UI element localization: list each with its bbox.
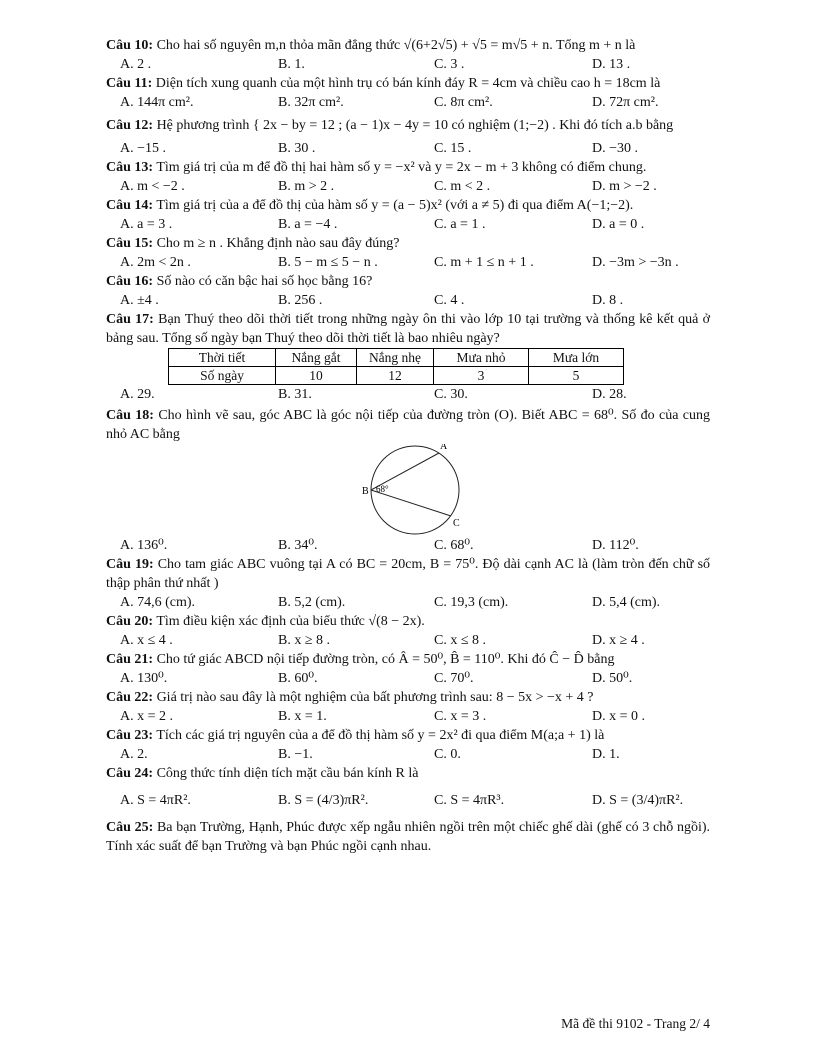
answers-16 bbox=[106, 291, 710, 310]
answer-d: D. 8 . bbox=[592, 293, 624, 308]
answers-15 bbox=[106, 253, 710, 272]
question-number: Câu 16: bbox=[106, 274, 154, 289]
answer-c: C. m + 1 ≤ n + 1 . bbox=[434, 255, 534, 270]
answer-c: C. S = 4πR³. bbox=[434, 793, 505, 808]
answers-19 bbox=[106, 593, 710, 612]
question-number: Câu 25: bbox=[106, 820, 154, 835]
answer-a: A. −15 . bbox=[120, 141, 167, 156]
answer-a: A. ±4 . bbox=[120, 293, 159, 308]
answer-a: A. x ≤ 4 . bbox=[120, 633, 173, 648]
answer-c: C. 0. bbox=[434, 747, 461, 762]
answer-b: B. x ≥ 8 . bbox=[278, 633, 331, 648]
table-row bbox=[169, 367, 624, 385]
table-header-row bbox=[169, 349, 624, 367]
answer-a: A. S = 4πR². bbox=[120, 793, 191, 808]
question-text: Cho tứ giác ABCD nội tiếp đường tròn, có Â = 50⁰, B̂ = 110⁰. Khi đó Ĉ − D̂ bằng bbox=[156, 652, 615, 667]
answers-22 bbox=[106, 707, 710, 726]
question-15 bbox=[106, 234, 710, 253]
question-17 bbox=[106, 310, 710, 348]
answer-b: B. 34⁰. bbox=[278, 538, 318, 553]
question-text: Diện tích xung quanh của một hình trụ có bán kính đáy R = 4cm và chiều cao h = 18cm là bbox=[155, 76, 661, 91]
answer-a: A. 74,6 (cm). bbox=[120, 595, 196, 610]
answers-10 bbox=[106, 55, 710, 74]
question-14 bbox=[106, 196, 710, 215]
answer-d: D. 5,4 (cm). bbox=[592, 595, 661, 610]
question-text: Ba bạn Trường, Hạnh, Phúc được xếp ngẫu nhiên ngồi trên một chiếc ghế dài (ghế có 3 chỗ ngồi). Tính xác suất để bạn Trường và bạn Phúc ngồi cạnh nhau. bbox=[106, 820, 710, 854]
answer-d: D. 13 . bbox=[592, 57, 631, 72]
answer-d: D. 28. bbox=[592, 387, 627, 402]
answer-c: C. 3 . bbox=[434, 57, 465, 72]
answer-a: A. 2m < 2n . bbox=[120, 255, 191, 270]
question-number: Câu 10: bbox=[106, 38, 154, 53]
answer-d: D. S = (3/4)πR². bbox=[592, 793, 684, 808]
answer-a: A. 130⁰. bbox=[120, 671, 168, 686]
answer-d: D. m > −2 . bbox=[592, 179, 657, 194]
answer-d: D. 112⁰. bbox=[592, 538, 639, 553]
question-number: Câu 18: bbox=[106, 408, 154, 423]
answer-c: C. 8π cm². bbox=[434, 95, 493, 110]
answers-17 bbox=[106, 385, 710, 404]
answer-b: B. −1. bbox=[278, 747, 313, 762]
answer-c: C. m < 2 . bbox=[434, 179, 491, 194]
question-text: Tìm điều kiện xác định của biểu thức √(8 − 2x). bbox=[156, 614, 425, 629]
table-cell: Nắng nhẹ bbox=[357, 349, 434, 367]
question-18 bbox=[106, 406, 710, 444]
answer-a: A. 2. bbox=[120, 747, 148, 762]
answer-d: D. 1. bbox=[592, 747, 620, 762]
table-cell: Thời tiết bbox=[169, 349, 276, 367]
answer-d: D. a = 0 . bbox=[592, 217, 645, 232]
exam-page bbox=[106, 36, 710, 856]
answer-b: B. x = 1. bbox=[278, 709, 327, 724]
question-25 bbox=[106, 818, 710, 856]
question-text: Giá trị nào sau đây là một nghiệm của bất phương trình sau: 8 − 5x > −x + 4 ? bbox=[156, 690, 594, 705]
label-a: A bbox=[440, 444, 448, 452]
question-text: Bạn Thuý theo dõi thời tiết trong những ngày ôn thi vào lớp 10 tại trường và thống kê kết quả ở bảng sau. Tổng số ngày bạn Thuý theo dõi thời tiết là bao nhiêu ngày? bbox=[106, 312, 711, 346]
answer-c: C. x = 3 . bbox=[434, 709, 487, 724]
question-number: Câu 24: bbox=[106, 766, 154, 781]
answer-d: D. 50⁰. bbox=[592, 671, 633, 686]
answer-d: D. x ≥ 4 . bbox=[592, 633, 645, 648]
answer-b: B. 256 . bbox=[278, 293, 323, 308]
answer-a: A. 2 . bbox=[120, 57, 152, 72]
answer-d: D. 72π cm². bbox=[592, 95, 659, 110]
answer-b: B. 32π cm². bbox=[278, 95, 344, 110]
answer-a: A. 144π cm². bbox=[120, 95, 194, 110]
answer-a: A. a = 3 . bbox=[120, 217, 173, 232]
answer-d: D. −3m > −3n . bbox=[592, 255, 679, 270]
answer-d: D. x = 0 . bbox=[592, 709, 646, 724]
question-text: Tìm giá trị của a để đồ thị của hàm số y = (a − 5)x² (với a ≠ 5) đi qua điểm A(−1;−2). bbox=[156, 198, 634, 213]
table-cell: 10 bbox=[276, 367, 357, 385]
table-cell: Mưa nhỏ bbox=[434, 349, 529, 367]
question-number: Câu 23: bbox=[106, 728, 154, 743]
question-number: Câu 13: bbox=[106, 160, 154, 175]
question-number: Câu 20: bbox=[106, 614, 154, 629]
angle-label: 68° bbox=[376, 484, 389, 494]
question-number: Câu 12: bbox=[106, 118, 154, 133]
answer-b: B. 1. bbox=[278, 57, 305, 72]
question-number: Câu 15: bbox=[106, 236, 154, 251]
question-text: Cho m ≥ n . Khẳng định nào sau đây đúng? bbox=[156, 236, 400, 251]
table-cell: 3 bbox=[434, 367, 529, 385]
label-c: C bbox=[453, 518, 460, 529]
question-13 bbox=[106, 158, 710, 177]
answer-a: A. x = 2 . bbox=[120, 709, 174, 724]
answer-b: B. 31. bbox=[278, 387, 312, 402]
question-text: Công thức tính diện tích mặt cầu bán kính R là bbox=[156, 766, 419, 781]
question-12 bbox=[106, 116, 710, 135]
answers-21 bbox=[106, 669, 710, 688]
weather-table bbox=[168, 348, 624, 385]
question-number: Câu 11: bbox=[106, 76, 153, 91]
table-cell: Mưa lớn bbox=[529, 349, 624, 367]
answers-24 bbox=[106, 791, 710, 810]
answers-18 bbox=[106, 536, 710, 555]
answer-c: C. 4 . bbox=[434, 293, 465, 308]
inscribed-angle-diagram bbox=[106, 444, 710, 536]
answer-c: C. 68⁰. bbox=[434, 538, 474, 553]
question-text: Tích các giá trị nguyên của a để đồ thị hàm số y = 2x² đi qua điểm M(a;a + 1) là bbox=[156, 728, 605, 743]
question-text: Cho hình vẽ sau, góc ABC là góc nội tiếp của đường tròn (O). Biết ABC = 68⁰. Số đo của cung nhỏ AC bằng bbox=[106, 408, 711, 442]
question-22 bbox=[106, 688, 710, 707]
answer-b: B. a = −4 . bbox=[278, 217, 338, 232]
question-23 bbox=[106, 726, 710, 745]
question-10 bbox=[106, 36, 710, 55]
answer-b: B. m > 2 . bbox=[278, 179, 335, 194]
answer-b: B. 60⁰. bbox=[278, 671, 318, 686]
answers-23 bbox=[106, 745, 710, 764]
page-footer: Mã đề thi 9102 - Trang 2/ 4 bbox=[561, 1016, 710, 1031]
answer-c: C. a = 1 . bbox=[434, 217, 486, 232]
question-20 bbox=[106, 612, 710, 631]
question-text: Hệ phương trình { 2x − by = 12 ; (a − 1)x − 4y = 10 có nghiệm (1;−2) . Khi đó tích a.b bằng bbox=[156, 118, 674, 133]
answer-c: C. 70⁰. bbox=[434, 671, 474, 686]
question-text: Cho tam giác ABC vuông tại A có BC = 20cm, B = 75⁰. Độ dài cạnh AC là (làm tròn đến chữ số thập phân thứ nhất ) bbox=[106, 557, 711, 591]
answer-c: C. x ≤ 8 . bbox=[434, 633, 487, 648]
circle-figure bbox=[106, 444, 710, 536]
answer-a: A. 136⁰. bbox=[120, 538, 168, 553]
answer-b: B. 5,2 (cm). bbox=[278, 595, 346, 610]
answer-b: B. 30 . bbox=[278, 141, 316, 156]
question-number: Câu 17: bbox=[106, 312, 154, 327]
table-cell: Số ngày bbox=[169, 367, 276, 385]
answer-b: B. 5 − m ≤ 5 − n . bbox=[278, 255, 378, 270]
answer-b: B. S = (4/3)πR². bbox=[278, 793, 369, 808]
question-number: Câu 19: bbox=[106, 557, 154, 572]
label-b: B bbox=[362, 486, 369, 497]
question-number: Câu 22: bbox=[106, 690, 154, 705]
answers-13 bbox=[106, 177, 710, 196]
table-cell: Nắng gắt bbox=[276, 349, 357, 367]
question-number: Câu 14: bbox=[106, 198, 154, 213]
question-text: Tìm giá trị của m để đồ thị hai hàm số y = −x² và y = 2x − m + 3 không có điểm chung. bbox=[156, 160, 647, 175]
answer-a: A. 29. bbox=[120, 387, 155, 402]
answer-c: C. 15 . bbox=[434, 141, 472, 156]
table-cell: 5 bbox=[529, 367, 624, 385]
answer-a: A. m < −2 . bbox=[120, 179, 185, 194]
answer-c: C. 30. bbox=[434, 387, 468, 402]
question-24 bbox=[106, 764, 710, 783]
answers-14 bbox=[106, 215, 710, 234]
question-number: Câu 21: bbox=[106, 652, 154, 667]
question-text: Cho hai số nguyên m,n thỏa mãn đẳng thức √(6+2√5) + √5 = m√5 + n. Tổng m + n là bbox=[156, 38, 636, 53]
question-21 bbox=[106, 650, 710, 669]
answer-c: C. 19,3 (cm). bbox=[434, 595, 509, 610]
question-19 bbox=[106, 555, 710, 593]
answers-12 bbox=[106, 139, 710, 158]
question-11 bbox=[106, 74, 710, 93]
question-16 bbox=[106, 272, 710, 291]
answers-11 bbox=[106, 93, 710, 112]
answer-d: D. −30 . bbox=[592, 141, 639, 156]
answers-20 bbox=[106, 631, 710, 650]
question-text: Số nào có căn bậc hai số học bằng 16? bbox=[156, 274, 373, 289]
table-cell: 12 bbox=[357, 367, 434, 385]
